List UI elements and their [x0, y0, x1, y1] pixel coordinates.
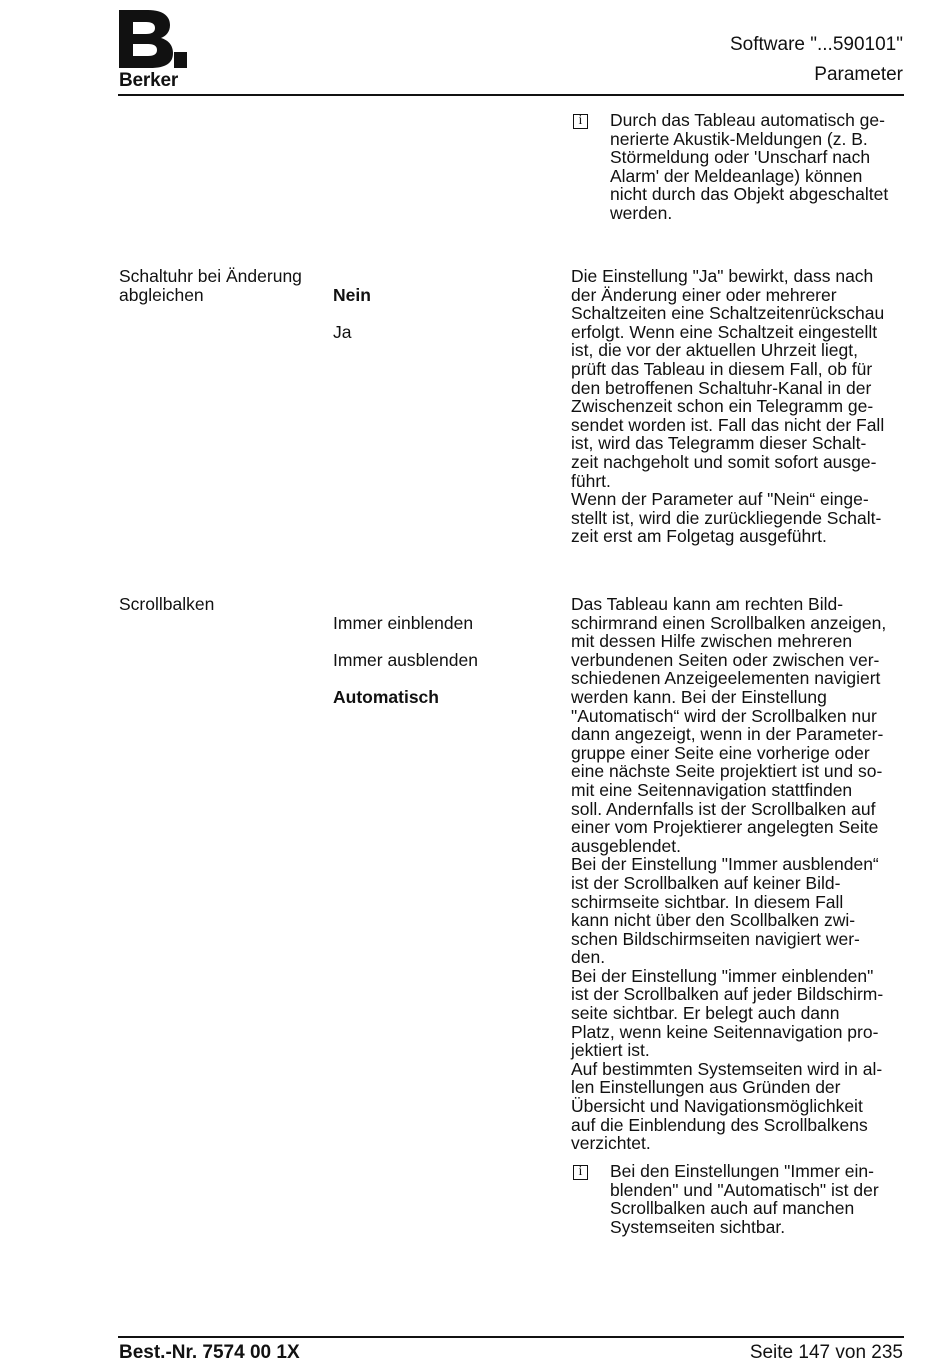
footer-page-number: Seite 147 von 235: [749, 1342, 903, 1363]
option: Immer ausblenden: [333, 649, 478, 670]
option: Immer einblenden: [333, 612, 474, 633]
param-label-schaltuhr: Schaltuhr bei Änderung abgleichen: [119, 266, 302, 305]
param-description-schaltuhr: Die Einstellung "Ja" bewirkt, dass nach der Änderung einer oder mehrerer Schaltzeiten eine Schaltzeitenrückschau erfolgt. Wenn eine Schaltzeit eingestellt ist, die vor der aktuellen Uhrzeit liegt, prüft das Tableau in diesem Fall, ob für den betroffenen Schaltuhr-Kanal in der Zwischenzeit schon ein Telegramm ge- sendet worden ist. Fall das nicht der Fall ist, wird das Telegramm dieser Schalt- zeit nachgeholt und somit sofort ausge- führt. Wenn der Parameter auf "Nein“ einge- stellt ist, wird die zurückliegende Schalt- zeit erst am Folgetag ausgeführt.: [571, 266, 885, 547]
param-options-schaltuhr: [333, 267, 553, 360]
info-icon: i: [573, 1165, 588, 1180]
info-note-scrollbalken: Bei den Einstellungen "Immer ein- blenden" und "Automatisch" ist der Scrollbalken auch auf manchen Systemseiten sichtbar.: [610, 1161, 879, 1237]
footer-rule: [118, 1336, 904, 1338]
info-icon: i: [573, 114, 588, 129]
logo-wordmark: Berker: [119, 70, 179, 91]
header-section: Parameter: [814, 64, 903, 85]
option-default: Automatisch: [333, 686, 439, 707]
param-description-scrollbalken: Das Tableau kann am rechten Bild- schirmrand einen Scrollbalken anzeigen, mit dessen Hilfe zwischen mehreren verbundenen Seiten oder zwischen ver- schiedenen Anzeigeelementen navigiert werden kann. Bei der Einstellung "Automatisch“ wird der Scrollbalken nur dann angezeigt, wenn in der Parameter- gruppe einer Seite eine vorherige oder eine nächste Seite projektiert ist und so- mit eine Seitennavigation stattfinden soll. Andernfalls ist der Scrollbalken auf einer vom Projektierer angelegten Seite ausgeblendet. Bei der Einstellung "Immer ausblenden“ ist der Scrollbalken auf keiner Bild- schirmseite sichtbar. In diesem Fall kann nicht über den Scollbalken zwi- schen Bildschirmseiten navigiert wer- den. Bei der Einstellung "immer einblenden" ist der Scrollbalken auf jeder Bildschirm- seite sichtbar. Er belegt auch dann Platz, wenn keine Seitennavigation pro- jektiert ist. Auf bestimmten Systemseiten wird in al- len Einstellungen aus Gründen der Übersicht und Navigationsmöglichkeit auf die Einblendung des Scrollbalkens verzichtet.: [571, 594, 887, 1154]
option-default: Nein: [333, 284, 371, 305]
option: Ja: [333, 321, 352, 342]
header-software: Software "...590101": [730, 34, 903, 55]
footer-order-number: Best.-Nr. 7574 00 1X: [119, 1342, 300, 1363]
param-options-scrollbalken: [333, 595, 553, 725]
berker-b-logo-icon: [118, 8, 188, 70]
param-label-scrollbalken: Scrollbalken: [119, 594, 215, 614]
info-note-acoustic: Durch das Tableau automatisch ge- nerierte Akustik-Meldungen (z. B. Störmeldung oder 'Unscharf nach Alarm' der Meldeanlage) können nicht durch das Objekt abgeschaltet werden.: [610, 110, 889, 223]
berker-logo: [118, 8, 198, 92]
header-rule: [118, 94, 904, 96]
